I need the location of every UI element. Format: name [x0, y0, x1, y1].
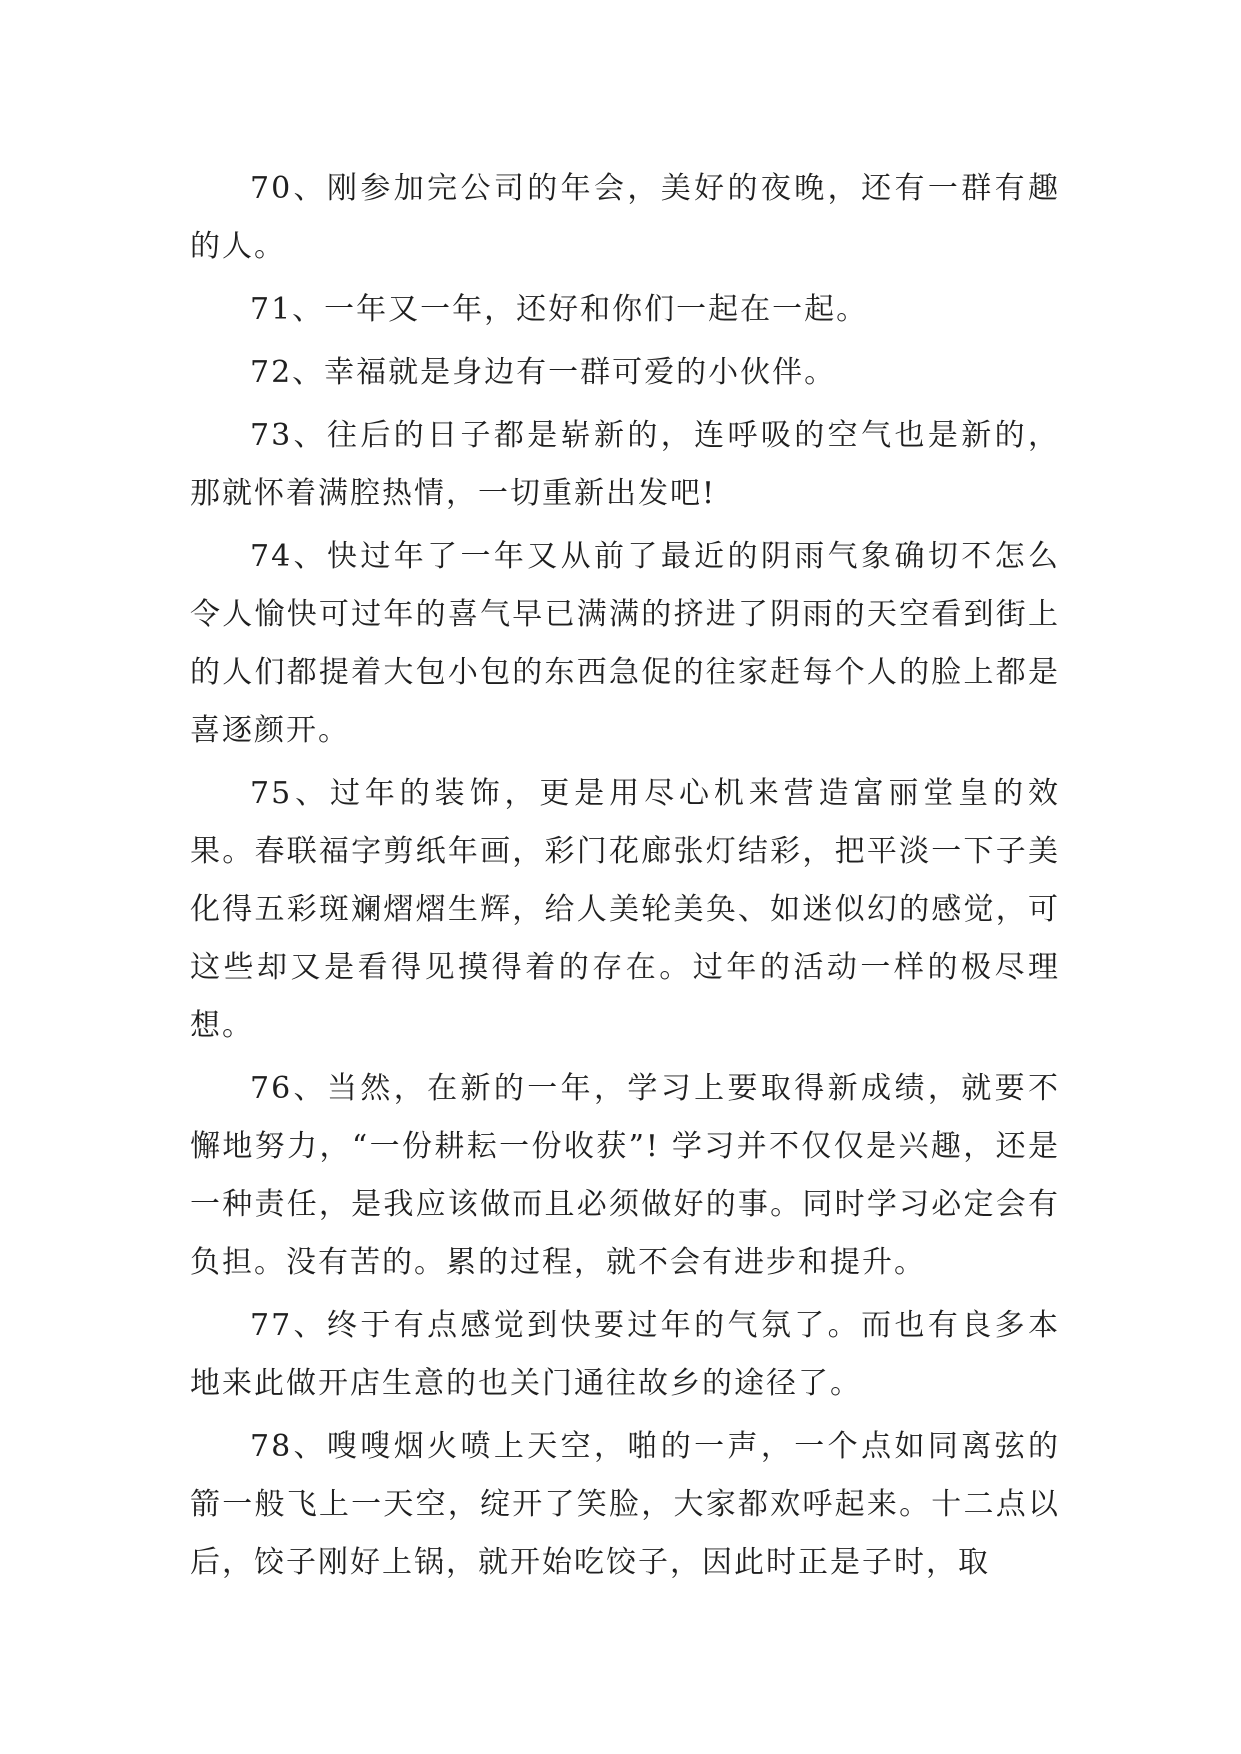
document-body: [190, 160, 1060, 1597]
paragraph-71: 71、一年又一年，还好和你们一起在一起。: [250, 292, 869, 327]
paragraph-75: 75、过年的装饰，更是用尽心机来营造富丽堂皇的效果。春联福字剪纸年画，彩门花廊张灯结彩，把平淡一下子美化得五彩斑斓熠熠生辉，给人美轮美奂、如迷似幻的感觉，可这些却又是看得见摸得着的存在。过年的活动一样的极尽理想。: [190, 776, 1060, 1043]
paragraph-70: 70、刚参加完公司的年会，美好的夜晚，还有一群有趣的人。: [190, 171, 1060, 264]
paragraph-76: 76、当然，在新的一年，学习上要取得新成绩，就要不懈地努力，“一份耕耘一份收获”! 学习并不仅仅是兴趣，还是一种责任，是我应该做而且必须做好的事。同时学习必定会有负担。没有苦的。累的过程，就不会有进步和提升。: [190, 1071, 1060, 1280]
paragraph-72: 72、幸福就是身边有一群可爱的小伙伴。: [250, 355, 837, 390]
paragraph-73: 73、往后的日子都是崭新的，连呼吸的空气也是新的，那就怀着满腔热情，一切重新出发吧!: [190, 418, 1060, 511]
paragraph-74: 74、快过年了一年又从前了最近的阴雨气象确切不怎么令人愉快可过年的喜气早已满满的挤进了阴雨的天空看到街上的人们都提着大包小包的东西急促的往家赶每个人的脸上都是喜逐颜开。: [190, 539, 1060, 748]
paragraph-78: 78、嗖嗖烟火喷上天空，啪的一声，一个点如同离弦的箭一般飞上一天空，绽开了笑脸，大家都欢呼起来。十二点以后，饺子刚好上锅，就开始吃饺子，因此时正是子时，取: [190, 1429, 1060, 1580]
paragraph-77: 77、终于有点感觉到快要过年的气氛了。而也有良多本地来此做开店生意的也关门通往故乡的途径了。: [190, 1308, 1060, 1401]
